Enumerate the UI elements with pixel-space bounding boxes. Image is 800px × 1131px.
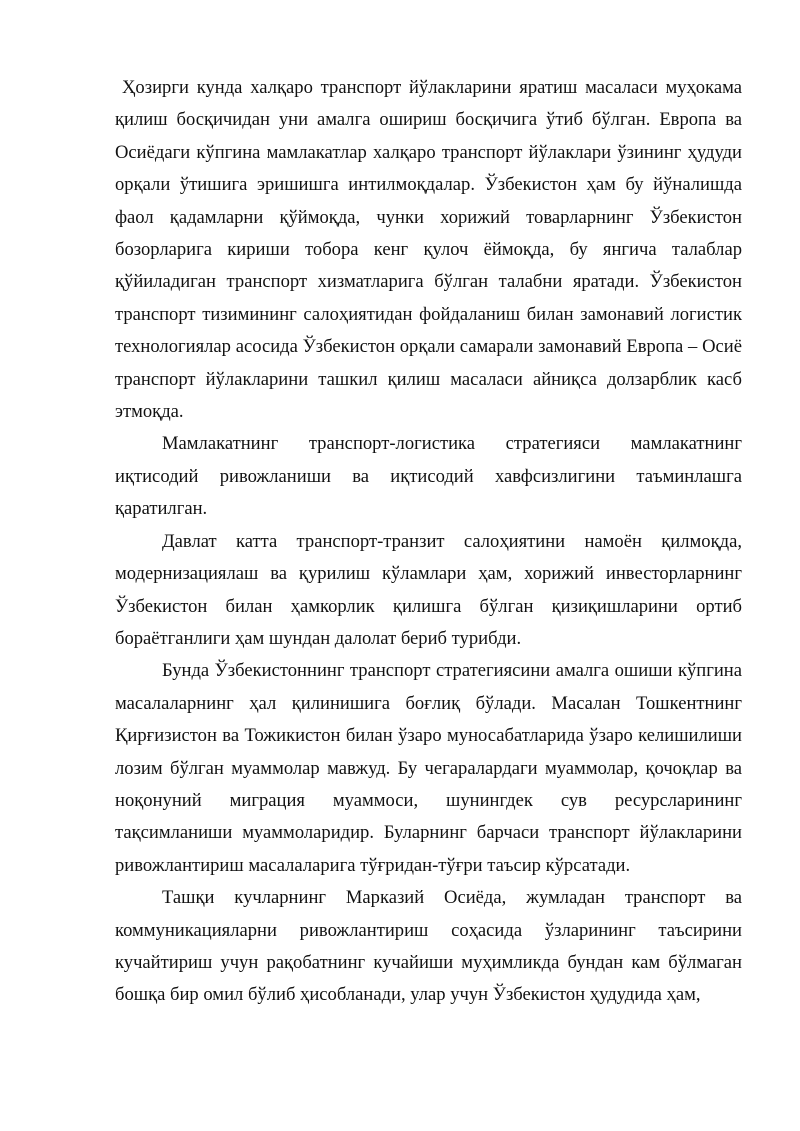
paragraph-transport-corridors: Ҳозирги кунда халқаро транспорт йўлакларини яратиш масаласи муҳокама қилиш босқичидан уни амалга ошириш босқичига ўтиб бўлган. Европа ва Осиёдаги кўпгина мамлакатлар халқаро транспорт йўлаклари ўзининг ҳудуди орқали ўтишига эришишга интилмоқдалар. Ўзбекистон ҳам бу йўналишда фаол қадамларни қўймоқда, чунки хорижий товарларнинг Ўзбекистон бозорларига кириши тобора кенг қулоч ёймоқда, бу янгича талаблар қўйиладиган транспорт хизматларига бўлган талабни яратади. Ўзбекистон транспорт тизимининг салоҳиятидан фойдаланиш билан замонавий логистик технологиялар асосида Ўзбекистон орқали самарали замонавий Европа – Осиё транспорт йўлакларини ташкил қилиш масаласи айниқса долзарблик касб этмоқда. — [115, 77, 742, 423]
paragraph-external-forces: Ташқи кучларнинг Марказий Осиёда, жумладан транспорт ва коммуникацияларни ривожлантириш соҳасида ўзларининг таъсирини кучайтириш учун рақобатнинг кучайиши муҳимликда бундан кам бўлмаган бошқа бир омил бўлиб ҳисобланади, улар учун Ўзбекистон ҳудудида ҳам, — [115, 887, 742, 1006]
paragraph-regional-issues: Бунда Ўзбекистоннинг транспорт стратегиясини амалга ошиши кўпгина масалаларнинг ҳал қилинишига боғлиқ бўлади. Масалан Тошкентнинг Қирғизистон ва Тожикистон билан ўзаро муносабатларида ўзаро келишилиши лозим бўлган муаммолар мавжуд. Бу чегаралардаги муаммолар, қочоқлар ва ноқонуний миграция муаммоси, шунингдек сув ресурсларининг тақсимланиши муаммоларидир. Буларнинг барчаси транспорт йўлакларини ривожлантириш масалаларига тўғридан-тўғри таъсир кўрсатади. — [115, 660, 742, 876]
paragraph-logistics-strategy: Мамлакатнинг транспорт-логистика стратегияси мамлакатнинг иқтисодий ривожланиши ва иқтисодий хавфсизлигини таъминлашга қаратилган. — [115, 433, 742, 520]
paragraph-transit-potential: Давлат катта транспорт-транзит салоҳиятини намоён қилмоқда, модернизациялаш ва қурилиш кўламлари ҳам, хорижий инвесторларнинг Ўзбекистон билан ҳамкорлик қилишга бўлган қизиқишларини ортиб бораётганлиги ҳам шундан далолат бериб турибди. — [115, 530, 742, 649]
document-page — [115, 72, 742, 1012]
